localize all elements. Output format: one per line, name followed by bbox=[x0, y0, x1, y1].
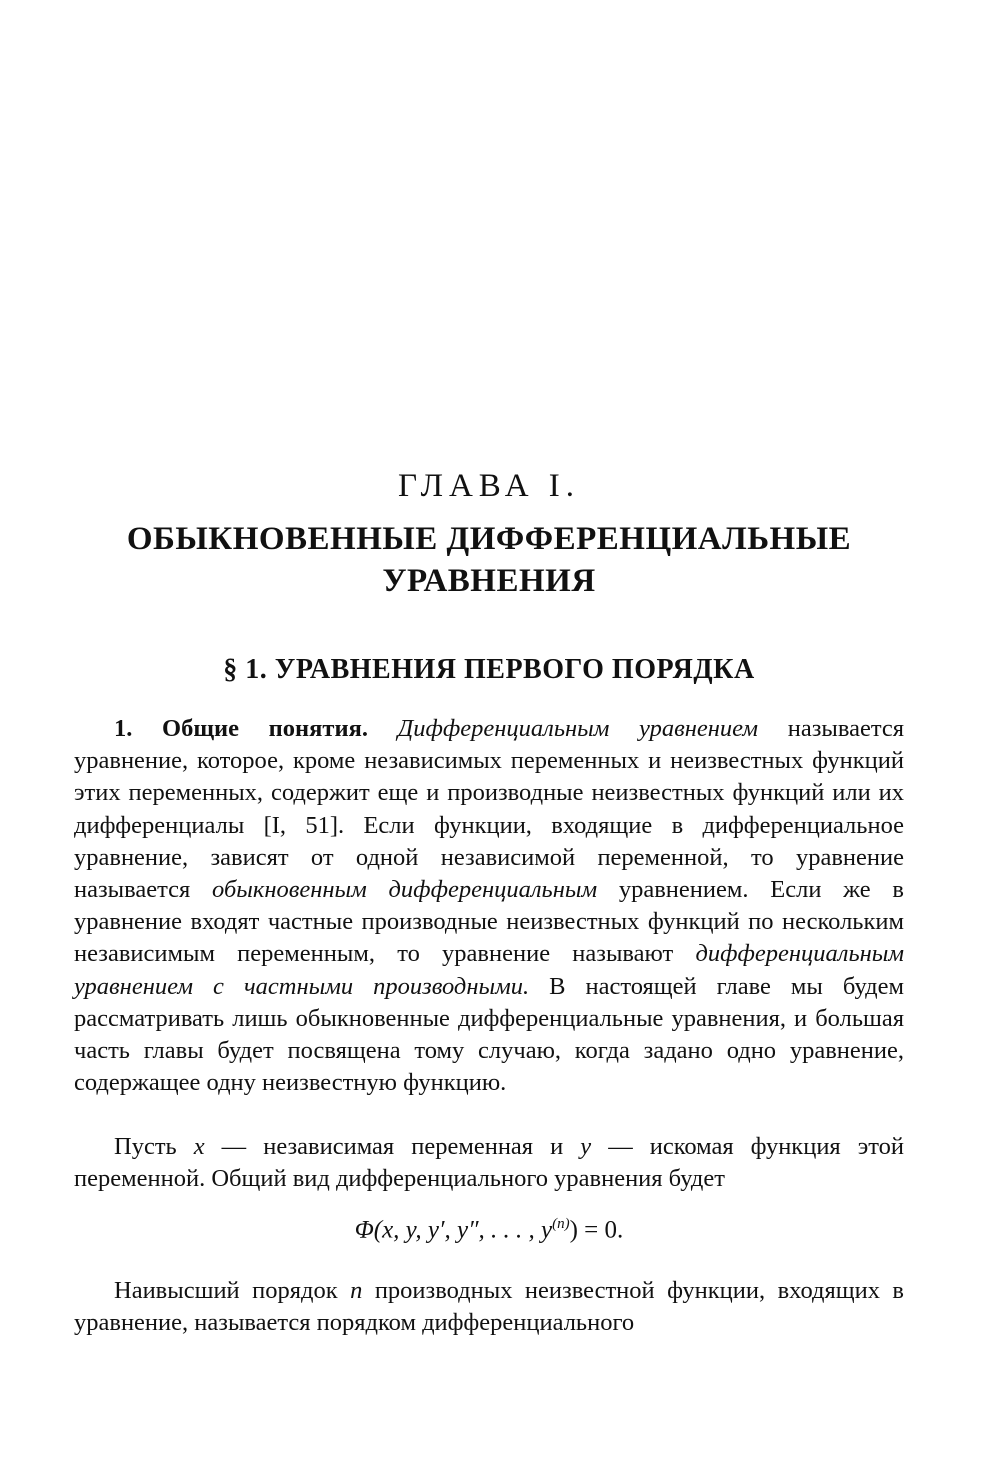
term-ordinary-differential: обыкновенным дифференциальным bbox=[212, 876, 598, 904]
paragraph-text: уравнением. Если же в уравнение входят частные производные неизвестных функций по нескольким независимым переменным, то уравнение называют bbox=[74, 876, 904, 968]
math-variable-x: x bbox=[193, 1133, 205, 1160]
paragraph-text: производных неизвестной функции, входящих в уравнение, называется порядком дифференциального bbox=[74, 1277, 904, 1337]
term-differential-equation: Дифференциальным уравнением bbox=[397, 715, 759, 742]
equation-body: Φ(x, y, y′, y″, . . . , y bbox=[354, 1216, 553, 1244]
equation-general-form bbox=[0, 1216, 978, 1244]
chapter-title-line2: УРАВНЕНИЯ bbox=[382, 563, 596, 599]
paragraph-heading: 1. Общие понятия. bbox=[114, 715, 368, 742]
paragraph-text: В настоящей главе мы будем рассматривать лишь обыкновенные дифференциальные уравнения, и большая часть главы будет посвящена тому случаю, когда задано одно уравнение, содержащее одну неизвестную функцию. bbox=[74, 972, 904, 1097]
paragraph-general-concepts bbox=[74, 713, 904, 1099]
paragraph-text: — искомая функция этой переменной. Общий вид дифференциального уравнения будет bbox=[74, 1133, 905, 1193]
paragraph-text: Пусть bbox=[114, 1133, 194, 1160]
paragraph-text: называется уравнение, которое, кроме независимых переменных и неизвестных функций этих переменных, содержит еще и производные неизвестных функций или их дифференциалы [I, 51]. Если функции, входящие в дифференциальное уравнение, зависят от одной независимой переменной, то уравнение называется bbox=[74, 715, 905, 904]
paragraph-text: — независимая переменная и bbox=[204, 1133, 581, 1160]
section-title: § 1. УРАВНЕНИЯ ПЕРВОГО ПОРЯДКА bbox=[223, 654, 755, 685]
paragraph-text: Наивысший порядок bbox=[114, 1277, 351, 1304]
chapter-title bbox=[0, 518, 978, 602]
math-variable-y: y bbox=[580, 1133, 592, 1160]
chapter-title-line1: ОБЫКНОВЕННЫЕ ДИФФЕРЕНЦИАЛЬНЫЕ bbox=[126, 521, 852, 557]
equation-exponent: (n) bbox=[552, 1216, 570, 1232]
term-partial-differential: дифференциальным уравнением с частными производными. bbox=[74, 940, 904, 1000]
chapter-label: ГЛАВА I. bbox=[397, 468, 581, 504]
paragraph-order bbox=[74, 1275, 904, 1339]
equation-tail: ) = 0. bbox=[569, 1216, 624, 1244]
math-variable-n: n bbox=[350, 1277, 363, 1304]
paragraph-variables bbox=[74, 1131, 904, 1195]
